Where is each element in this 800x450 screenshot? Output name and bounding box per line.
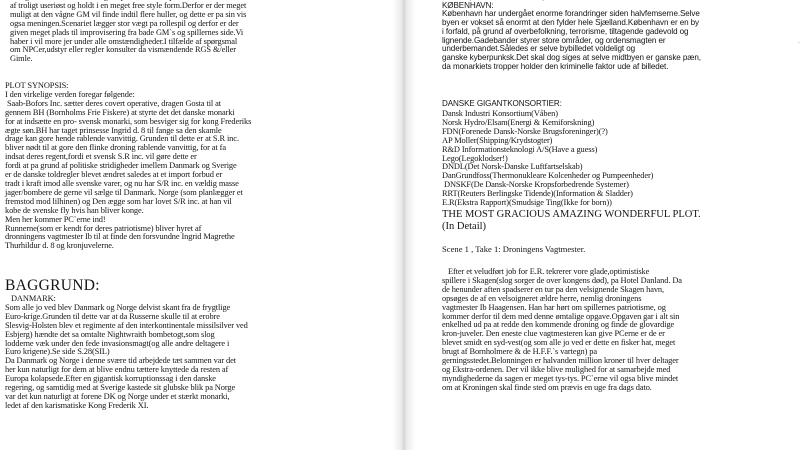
section-heading-baggrund: BAGGRUND: <box>5 277 100 294</box>
scene-body: Efter et veludført job for E.R. tekrerer vore glade,optimistiske spillere i Skagen(slog sorger de over kongens død), pa Hotel Danland. Da de henunder aften spadserer en tur pa den velsignende Skagen havn, opsøges de af en velsoigneret ældre herre, nemlig droningens vagtmester Ib Haagensen. Han har hørt om spillernes patriotisme, og kommer derfor til dem med denne ømtalige opgave.Opgaven gar i alt sin enkelhed ud pa at redde den kommende droning og finde de glovardige kron-juveler. Den eneste clue vagtmesteren kan give PCerne er de er blevet smidt en syd-vest(og som alle jo ved er dette en fisker hat, meget brugt af Bornholmere & de H.F.F.`s vartegn) pa gerningsstedet.Belonningen er halvanden million kroner til hver deltager og Ekstra-ordenen. Der vil ikke blive mulighed for at samarbejde med myndighederne da sagen er meget tys-tys. PC`erne vil ogsa blive mindet om at Kroningen skal finde sted om prævis en uge fra dags dato. <box>442 267 682 392</box>
consortia-title: DANSKE GIGANTKONSORTIER: <box>442 99 562 108</box>
plot-title: THE MOST GRACIOUS AMAZING WONDERFUL PLOT. <box>442 209 701 220</box>
right-page <box>412 0 800 450</box>
background-denmark: DANMARK: Som alle jo ved blev Danmark og Norge delvist skant fra de frygtlige Euro-krige.Grunden til dette var at da Russerne skulle til at erobre Slesvig-Holsten blev et regimente af den interkontinentale missilsilver ved Esbjerg) hændte det sa omtalte Nightwraith bombetogt,som slog lodderne væk under den fede invasionsmagt(og alle andre deltagere i Euro krigene).Se side S.28(SIL) Da Danmark og Norge i denne svære tid arbejdede tæt sammen var det her kun naturligt for dem at blive endnu tættere knyttede da resten af Europa kolapsede.Efter en gigantisk korruptionssag i den danske regering, og samtidig med at Sverige kastede sit glubske blik pa Norge var det kun naturligt at forene DK og Norge under et stærkt monarki, ledet af den karismatiske Kong Frederik XI. <box>5 294 248 410</box>
intro-paragraph: af troligt useriøst og holdt i en meget free style form.Derfor er der meget muligt at den vågne GM vil finde indtil flere huller, og dette er pa sin vis ogsa meningen.Scenariet lægger stor vægt pa rollespil og derfor er der given meget plads til improvisering fra bade GM`s og spillernes side.Vi haber i vil more jer under alle omstændigheder.I tilfælde af spørgsmal om NPCer,udstyr eller regler konsulter da vismændende RGS &/eller Gimle. <box>10 0 247 64</box>
plot-synopsis: PLOT SYNOPSIS: I den virkelige verden foregar følgende: Saab-Bofors Inc. sætter deres covert operative, dragen Gosta til at gennem BH (Bornholms Frie Fiskere) at styrte det det danske monarki for at indsætte en pro- svensk monarki, som besviger sig for kong Frederiks ægte søn.BH har taget prinsesse Ingrid d. 8 til fange sa den skamle drage kan gore hende rablende vanvittig. Grunden til dette er at S.R inc. bliver nødt til at gore den flinke droning rablende vanvittig, for at fa indsat deres regent,fordi et svensk S.R inc. vil gøre dette er fordi at pa grund af politiske stridigheder imellem Danmark og Sverige er de danske toldregler blevet ændret saledes at et import forbud er tradt i kraft imod alle svenske varer, og nu har S/R inc. en vældig masse jager/bombere de gerne vil sælge til Danmark. Norge (som planlægger et fremstod mod lilhinen) og Den ægge som har lovet S/R inc. at han vil kobe de svenske fly hvis han bliver konge. Men her kommer PC`erne ind! Runnerne(som er kendt for deres patriotisme) bliver hyret af dronningens vagtmester Ib til at finde den forsvundne Ingrid Magrethe Thurhildur d. 8 og kronjuvelerne. <box>5 81 252 251</box>
consortia-list: Dansk Industri Konsortium(Våben) Norsk Hydro/Elsam(Energi & Kemiforskning) FDN(Forenede Dansk-Norske Brugsforeninger)(?) AP Moller(Shipping/Krydstogter) R&D Informationsteknologi A/S(Have a guess) Lego(Legoklodser!) DNDL(Det Norsk-Danske Luftfartselskab) DanGrundfoss(Thermonukleare Kolcenheder og Pumpeenheder) DNSKF(De Dansk-Norske Kropsforbedrende Systemer) RRT(Reuters Berlingske Tidende)(Information & Sladder) E.R(Ekstra Rapport)(Smudsige Ting(Ikke for born)) <box>442 109 654 208</box>
copenhagen-section: KØBENHAVN: København har undergået enorme forandringer siden halvfemserne.Selve byen er vokset så enormt at den fylder hele Sjælland.København er en by i forfald, på grund af overbefolkning, terrorisme, tiltagende gadevold og lignende.Gadebander styrer store områder, og ordensmagten er underbemandet.Således er selve bybilledet voldeligt og ganske kyberpunksk.Det skal dog siges at selve midtbyen er ganske pæn, da monarkiets tropper holder den kriminelle faktor ude af billedet. <box>442 0 701 71</box>
margin-mark: . <box>798 38 800 45</box>
scene-heading: Scene 1 , Take 1: Droningens Vagtmester. <box>442 244 586 254</box>
plot-subtitle: (In Detail) <box>442 221 487 232</box>
